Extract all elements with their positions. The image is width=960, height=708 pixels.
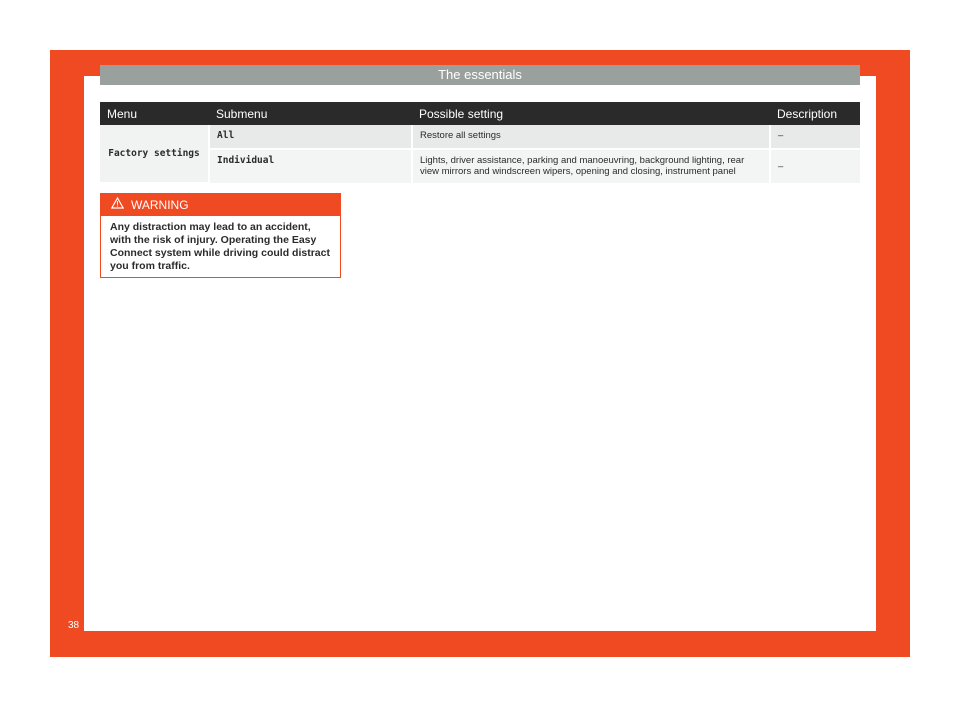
setting-cell: Lights, driver assistance, parking and manoeuvring, background lighting, rear view mirrors and windscreen wipers, opening and closing, instrument panel [412, 149, 770, 183]
description-cell: – [770, 149, 860, 183]
warning-header [101, 194, 340, 216]
menu-cell: Factory settings [100, 125, 209, 183]
description-cell: – [770, 125, 860, 149]
setting-cell: Restore all settings [412, 125, 770, 149]
warning-title: WARNING [131, 198, 189, 212]
table-row [100, 149, 860, 183]
warning-text: Any distraction may lead to an accident, with the risk of injury. Operating the Easy Connect system while driving could distract you from traffic. [110, 221, 330, 272]
settings-table [100, 102, 860, 184]
column-header-possible-setting: Possible setting [412, 102, 770, 125]
warning-box [100, 193, 341, 278]
warning-triangle-icon [111, 194, 124, 216]
section-header: The essentials [100, 65, 860, 85]
submenu-cell: All [209, 125, 412, 149]
table-row [100, 125, 860, 149]
column-header-submenu: Submenu [209, 102, 412, 125]
submenu-cell: Individual [209, 149, 412, 183]
table-header-row [100, 102, 860, 125]
column-header-description: Description [770, 102, 860, 125]
page-number: 38 [68, 620, 80, 631]
column-header-menu: Menu [100, 102, 209, 125]
